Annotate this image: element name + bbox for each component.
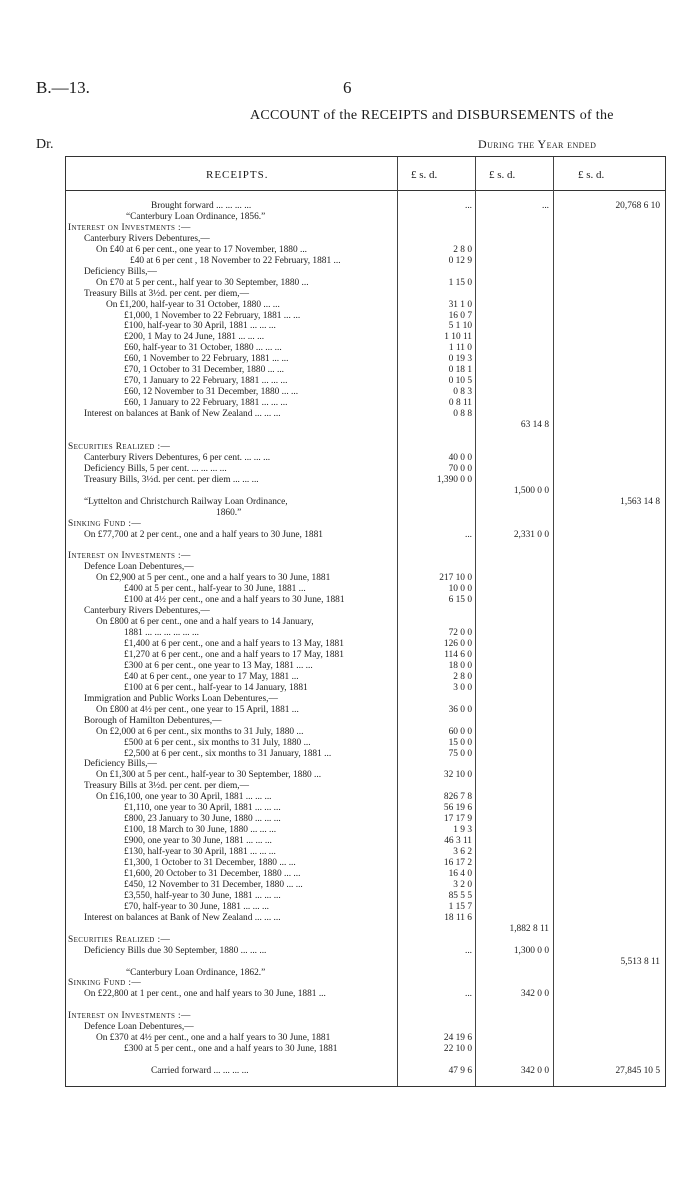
ledger-row-description: £1,300, 1 October to 31 December, 1880 ... ... xyxy=(124,858,296,868)
ledger-row-description: £450, 12 November to 31 December, 1880 ... ... xyxy=(124,879,303,890)
ledger-amount-c3: 5,513 8 11 xyxy=(620,956,660,967)
ledger-amount-c1: 3 0 0 xyxy=(453,682,472,693)
ledger-row-description: £40 at 6 per cent , 18 November to 22 February, 1881 ... xyxy=(130,255,341,266)
ledger-row-description: Deficiency Bills, 5 per cent. ... ... ... ... xyxy=(84,463,227,474)
ledger-row-description: Deficiency Bills,— xyxy=(84,266,157,277)
ledger-row-description: Interest on Investments :— xyxy=(68,551,191,562)
ledger-amount-c3: 20,768 6 10 xyxy=(615,201,660,211)
ledger-row-description: Securities Realized :— xyxy=(68,934,171,945)
ledger-row-description: £200, 1 May to 24 June, 1881 ... ... ... xyxy=(124,332,265,343)
account-title: ACCOUNT of the RECEIPTS and DISBURSEMENTS of the xyxy=(250,108,614,123)
ledger-row-description: £1,110, one year to 30 April, 1881 ... ... ... xyxy=(124,803,281,814)
ledger-amount-c1: 70 0 0 xyxy=(448,463,472,474)
ledger-amount-c1: 0 19 3 xyxy=(448,354,472,365)
ledger-amount-c1: 75 0 0 xyxy=(448,748,472,759)
ledger-row-description: £100 at 4½ per cent., one and a half years to 30 June, 1881 xyxy=(124,595,345,606)
ledger-row-description: On £40 at 6 per cent., one year to 17 November, 1880 ... xyxy=(96,244,308,255)
ledger-amount-c1: 826 7 8 xyxy=(443,792,472,803)
ledger-row-description: Sinking Fund :— xyxy=(68,978,142,989)
page-code: B.—13. xyxy=(36,78,90,97)
col-header-1: £ s. d. xyxy=(411,169,438,181)
ledger-row-description: £40 at 6 per cent., one year to 17 May, 1881 ... xyxy=(124,671,299,682)
ledger-row xyxy=(66,1064,665,1078)
receipts-header: RECEIPTS. xyxy=(206,169,269,181)
ledger-amount-c1: ... xyxy=(464,989,472,1000)
ledger-amount-c2: 2,331 0 0 xyxy=(513,529,549,540)
ledger-amount-c2: 1,882 8 11 xyxy=(509,923,549,934)
ledger-row-description: Borough of Hamilton Debentures,— xyxy=(84,715,222,726)
ledger-row-description: Interest on balances at Bank of New Zealand ... ... ... xyxy=(84,912,281,923)
debit-label: Dr. xyxy=(36,137,54,152)
ledger-row-description: Deficiency Bills due 30 September, 1880 ... ... ... xyxy=(84,945,267,956)
ledger-amount-c1: 1 15 7 xyxy=(448,901,472,912)
ledger-row-description: £100, half-year to 30 April, 1881 ... ... ... xyxy=(124,321,276,332)
ledger-row-description: £300 at 5 per cent., one and a half years to 30 June, 1881 xyxy=(124,1044,338,1055)
ledger-row-description: Interest on balances at Bank of New Zealand ... ... ... xyxy=(84,409,281,420)
ledger-amount-c1: 10 0 0 xyxy=(448,584,472,595)
ledger-row-description: On £800 at 6 per cent., one and a half years to 14 January, xyxy=(96,617,314,628)
ledger-amount-c1: 32 10 0 xyxy=(443,770,472,781)
ledger-amount-c2: 342 0 0 xyxy=(520,989,549,1000)
ledger-row-description: On £2,900 at 5 per cent., one and a half years to 30 June, 1881 xyxy=(96,573,331,584)
ledger-row-description: £1,600, 20 October to 31 December, 1880 ... ... xyxy=(124,868,301,879)
ledger-amount-c1: 16 4 0 xyxy=(448,868,472,879)
ledger-row-description: £500 at 6 per cent., six months to 31 July, 1880 ... xyxy=(124,737,311,748)
ledger-row-description: £70, half-year to 30 June, 1881 ... ... ... xyxy=(124,901,270,912)
ledger-amount-c1: 47 9 6 xyxy=(448,1066,472,1077)
ledger-row-description: On £1,200, half-year to 31 October, 1880 ... ... xyxy=(106,299,280,310)
ledger-row-description: On £70 at 5 per cent., half year to 30 September, 1880 ... xyxy=(96,277,309,288)
ledger-row-description: £60, half-year to 31 October, 1880 ... ... ... xyxy=(124,343,282,354)
ledger-row-description: On £370 at 4½ per cent., one and a half years to 30 June, 1881 xyxy=(96,1033,331,1044)
ledger-row-description: Treasury Bills at 3½d. per cent. per diem,— xyxy=(84,781,249,792)
ledger-row-description: On £22,800 at 1 per cent., one and half years to 30 June, 1881 ... xyxy=(84,989,326,1000)
ledger-amount-c1: 0 10 5 xyxy=(448,376,472,387)
page-number: 6 xyxy=(343,78,352,97)
ledger-amount-c1: 0 8 11 xyxy=(448,398,472,409)
ledger-amount-c1: 36 0 0 xyxy=(448,704,472,715)
ledger-row-description: Sinking Fund :— xyxy=(68,518,142,529)
ledger-amount-c1: 3 6 2 xyxy=(453,847,472,858)
ledger-amount-c1: 0 12 9 xyxy=(448,255,472,266)
ledger-amount-c1: 1,390 0 0 xyxy=(436,474,472,485)
ledger-row-description: £1,270 at 6 per cent., one and a half years to 17 May, 1881 xyxy=(124,649,344,660)
ledger-row-description: £800, 23 January to 30 June, 1880 ... ... ... xyxy=(124,814,281,825)
ledger-amount-c1: 72 0 0 xyxy=(448,628,472,639)
ledger-amount-c1: 46 3 11 xyxy=(444,836,472,847)
ledger-amount-c1: 56 19 6 xyxy=(443,803,472,814)
ledger-row-description: Defence Loan Debentures,— xyxy=(84,1022,194,1033)
ledger-amount-c1: 22 10 0 xyxy=(443,1044,472,1055)
ledger-amount-c1: 16 17 2 xyxy=(443,858,472,868)
ledger-row-description: £60, 1 November to 22 February, 1881 ... ... xyxy=(124,354,289,365)
ledger-amount-c1: 5 1 10 xyxy=(448,321,472,332)
ledger-amount-c3: 27,845 10 5 xyxy=(615,1066,660,1077)
ledger-row-description: Interest on Investments :— xyxy=(68,1011,191,1022)
ledger-amount-c1: ... xyxy=(464,945,472,956)
ledger-amount-c1: 15 0 0 xyxy=(448,737,472,748)
ledger-row-description: £60, 1 January to 22 February, 1881 ... ... ... xyxy=(124,398,288,409)
ledger-amount-c1: 3 2 0 xyxy=(453,879,472,890)
ledger-row-description: On £1,300 at 5 per cent., half-year to 30 September, 1880 ... xyxy=(96,770,322,781)
ledger-row-description: Canterbury Rivers Debentures, 6 per cent. ... ... ... xyxy=(84,452,271,463)
ledger-row-description: On £77,700 at 2 per cent., one and a half years to 30 June, 1881 xyxy=(84,529,323,540)
ledger-amount-c1: 126 0 0 xyxy=(443,639,472,649)
ledger-amount-c1: 1 11 0 xyxy=(448,343,472,354)
ledger-row-description: £70, 1 October to 31 December, 1880 ... ... xyxy=(124,365,285,376)
ledger-row-description: £3,550, half-year to 30 June, 1881 ... ... ... xyxy=(124,890,281,901)
ledger-row-description: Carried forward ... ... ... ... xyxy=(151,1066,249,1077)
ledger-amount-c1: 1 15 0 xyxy=(448,277,472,288)
ledger-row-description: Canterbury Rivers Debentures,— xyxy=(84,606,210,617)
ledger-amount-c2: 63 14 8 xyxy=(520,420,549,430)
ledger-row-description: £1,400 at 6 per cent., one and a half years to 13 May, 1881 xyxy=(124,639,344,649)
ledger-row-description: £2,500 at 6 per cent., six months to 31 January, 1881 ... xyxy=(124,748,332,759)
ledger-row-description: Deficiency Bills,— xyxy=(84,759,157,770)
ledger-row-description: Treasury Bills at 3½d. per cent. per diem,— xyxy=(84,288,249,299)
ledger-row-description: £1,000, 1 November to 22 February, 1881 ... ... xyxy=(124,310,301,321)
ledger-row-description: Defence Loan Debentures,— xyxy=(84,562,194,573)
ledger-amount-c1: 6 15 0 xyxy=(448,595,472,606)
ledger-amount-c3: 1,563 14 8 xyxy=(620,496,660,507)
ledger-row-description: “Canterbury Loan Ordinance, 1856.” xyxy=(126,211,266,222)
ledger-amount-c1: 0 8 3 xyxy=(453,387,472,398)
ledger-row-description: £100 at 6 per cent., half-year to 14 January, 1881 xyxy=(124,682,308,693)
ledger-row-description: “Canterbury Loan Ordinance, 1862.” xyxy=(126,967,266,978)
ledger-row-description: On £2,000 at 6 per cent., six months to 31 July, 1880 ... xyxy=(96,726,304,737)
ledger-row-description: £900, one year to 30 June, 1881 ... ... ... xyxy=(124,836,272,847)
ledger-amount-c2: 1,300 0 0 xyxy=(513,945,549,956)
ledger-row-description: Securities Realized :— xyxy=(68,441,171,452)
ledger-amount-c1: 217 10 0 xyxy=(439,573,472,584)
col-header-3: £ s. d. xyxy=(578,169,605,181)
ledger-amount-c2: 1,500 0 0 xyxy=(513,485,549,496)
ledger-amount-c1: 18 0 0 xyxy=(448,660,472,671)
ledger-amount-c1: 0 8 8 xyxy=(453,409,472,420)
ledger-row-description: On £800 at 4½ per cent., one year to 15 April, 1881 ... xyxy=(96,704,299,715)
ledger-row-description: Canterbury Rivers Debentures,— xyxy=(84,233,210,244)
ledger-amount-c1: 1 10 11 xyxy=(444,332,472,343)
ledger-amount-c1: 31 1 0 xyxy=(448,299,472,310)
ledger-row-description: £400 at 5 per cent., half-year to 30 June, 1881 ... xyxy=(124,584,306,595)
ledger-row-description: Treasury Bills, 3½d. per cent. per diem ... ... ... xyxy=(84,474,259,485)
ledger-amount-c1: 114 6 0 xyxy=(444,649,472,660)
col-header-2: £ s. d. xyxy=(489,169,516,181)
ledger-row-description: 1881 ... ... ... ... ... ... xyxy=(124,628,199,639)
ledger-amount-c1: 60 0 0 xyxy=(448,726,472,737)
ledger-amount-c2: ... xyxy=(541,201,549,211)
header-rule xyxy=(66,190,665,191)
ledger-amount-c1: 1 9 3 xyxy=(453,825,472,836)
ledger-amount-c2: 342 0 0 xyxy=(520,1066,549,1077)
ledger-amount-c1: 17 17 9 xyxy=(443,814,472,825)
ledger-amount-c1: 0 18 1 xyxy=(448,365,472,376)
ledger-row-description: £300 at 6 per cent., one year to 13 May, 1881 ... ... xyxy=(124,660,313,671)
ledger-amount-c1: 24 19 6 xyxy=(443,1033,472,1044)
ledger-amount-c1: ... xyxy=(464,201,472,211)
ledger-amount-c1: 16 0 7 xyxy=(448,310,472,321)
ledger-row-description: “Lyttelton and Christchurch Railway Loan Ordinance, xyxy=(84,496,288,507)
ledger-row-description: Brought forward ... ... ... ... xyxy=(151,201,252,211)
ledger-row-description: Immigration and Public Works Loan Debentures,— xyxy=(84,693,278,704)
ledger-amount-c1: 2 8 0 xyxy=(453,671,472,682)
ledger-row-description: £130, half-year to 30 April, 1881 ... ... ... xyxy=(124,847,276,858)
ledger-row-description: £60, 12 November to 31 December, 1880 ... ... xyxy=(124,387,299,398)
ledger-row-description: 1860.” xyxy=(216,507,242,518)
ledger-amount-c1: 85 5 5 xyxy=(448,890,472,901)
receipts-ledger xyxy=(65,156,666,1087)
ledger-amount-c1: 40 0 0 xyxy=(448,452,472,463)
during-year-label: During the Year ended xyxy=(478,137,597,151)
ledger-amount-c1: 2 8 0 xyxy=(453,244,472,255)
ledger-row-description: £70, 1 January to 22 February, 1881 ... ... ... xyxy=(124,376,288,387)
ledger-row-description: Interest on Investments :— xyxy=(68,222,191,233)
ledger-row-description: £100, 18 March to 30 June, 1880 ... ... ... xyxy=(124,825,277,836)
ledger-row-description: On £16,100, one year to 30 April, 1881 ... ... ... xyxy=(96,792,272,803)
ledger-amount-c1: 18 11 6 xyxy=(444,912,472,923)
ledger-amount-c1: ... xyxy=(464,529,472,540)
